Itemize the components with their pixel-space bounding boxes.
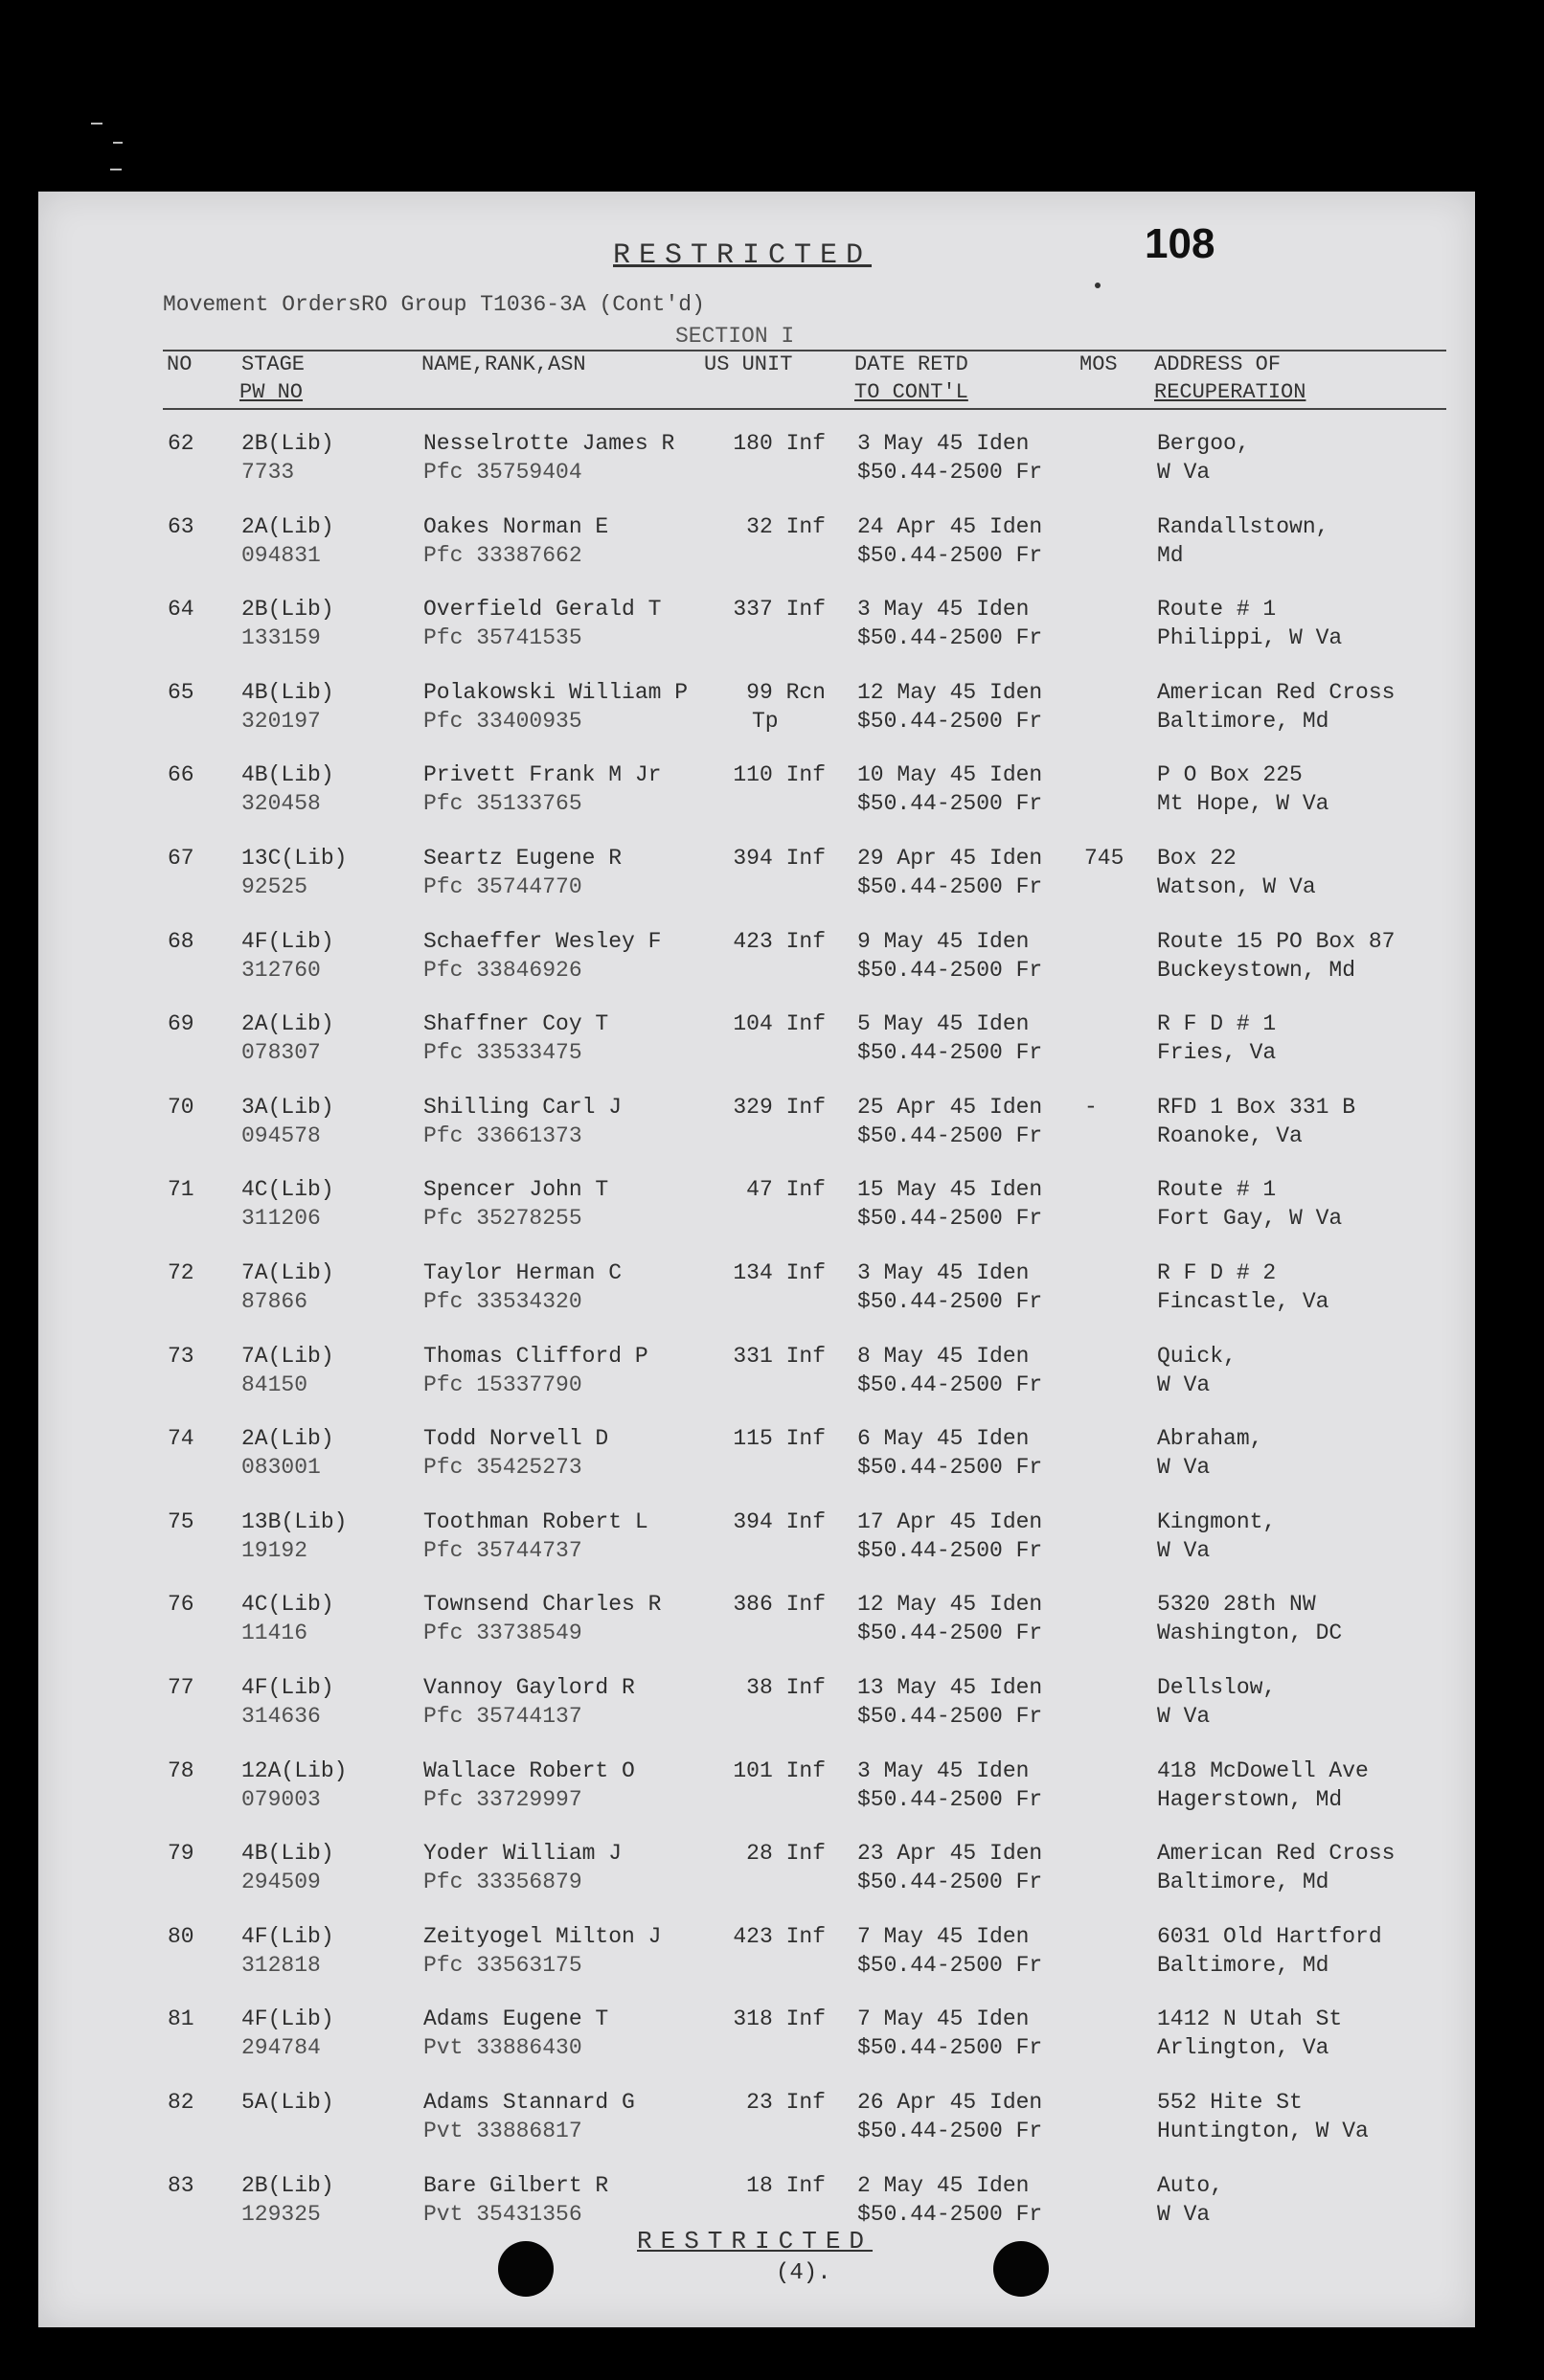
address-line-2: Roanoke, Va: [1157, 1122, 1303, 1148]
table-row: [38, 1093, 1475, 1175]
address-line-2: Watson, W Va: [1157, 874, 1316, 899]
soldier-name: Privett Frank M Jr: [423, 762, 662, 788]
column-head-name: NAME,RANK,ASN: [421, 352, 586, 376]
us-unit: 423 Inf: [733, 928, 826, 954]
stage-code: 7A(Lib): [241, 1260, 334, 1285]
pw-number: 079003: [241, 1786, 321, 1812]
rank-asn: Pfc 33661373: [423, 1122, 582, 1148]
pay-amount: $50.44-2500 Fr: [857, 1289, 1043, 1314]
stage-code: 12A(Lib): [241, 1757, 348, 1783]
us-unit: 318 Inf: [733, 2006, 826, 2032]
soldier-name: Adams Stannard G: [423, 2090, 635, 2115]
us-unit: 101 Inf: [733, 1757, 826, 1783]
address-line-2: W Va: [1157, 1704, 1211, 1729]
date-returned: 3 May 45 Iden: [857, 1260, 1030, 1285]
column-head-date-2: TO CONT'L: [854, 380, 968, 404]
address-line-2: Fort Gay, W Va: [1157, 1206, 1343, 1232]
address-line-1: 552 Hite St: [1157, 2090, 1303, 2115]
pay-amount: $50.44-2500 Fr: [857, 1040, 1043, 1066]
rank-asn: Pfc 33563175: [423, 1952, 582, 1978]
rank-asn: Pfc 35133765: [423, 791, 582, 817]
section-label: SECTION I: [675, 324, 795, 349]
table-row: [38, 1009, 1475, 1092]
us-unit-cont: Tp: [752, 708, 779, 734]
row-number: 78: [168, 1757, 194, 1783]
us-unit: 104 Inf: [733, 1011, 826, 1037]
address-line-2: Huntington, W Va: [1157, 2119, 1369, 2143]
stage-code: 4F(Lib): [241, 2006, 334, 2032]
address-line-1: Bergoo,: [1157, 431, 1250, 456]
pw-number: 312818: [241, 1952, 321, 1978]
pay-amount: $50.44-2500 Fr: [857, 1455, 1043, 1481]
row-number: 62: [168, 431, 194, 456]
address-line-1: Dellslow,: [1157, 1675, 1277, 1700]
address-line-2: W Va: [1157, 1455, 1211, 1481]
address-line-1: 1412 N Utah St: [1157, 2006, 1343, 2032]
address-line-2: Arlington, Va: [1157, 2035, 1329, 2061]
soldier-name: Wallace Robert O: [423, 1757, 635, 1783]
rank-asn: Pfc 33846926: [423, 957, 582, 983]
soldier-name: Shaffner Coy T: [423, 1011, 609, 1037]
row-number: 72: [168, 1260, 194, 1285]
pw-number: 320458: [241, 791, 321, 817]
pw-number: 294784: [241, 2035, 321, 2061]
rank-asn: Pfc 15337790: [423, 1371, 582, 1397]
us-unit: 32 Inf: [746, 513, 826, 539]
us-unit: 394 Inf: [733, 1508, 826, 1534]
soldier-name: Townsend Charles R: [423, 1592, 662, 1618]
soldier-name: Toothman Robert L: [423, 1508, 648, 1534]
row-number: 73: [168, 1343, 194, 1369]
stage-code: 4F(Lib): [241, 928, 334, 954]
soldier-name: Schaeffer Wesley F: [423, 928, 662, 954]
date-returned: 9 May 45 Iden: [857, 928, 1030, 954]
date-returned: 23 Apr 45 Iden: [857, 1841, 1043, 1867]
stage-code: 7A(Lib): [241, 1343, 334, 1369]
table-row: [38, 595, 1475, 677]
address-line-2: W Va: [1157, 1537, 1211, 1563]
date-returned: 6 May 45 Iden: [857, 1426, 1030, 1452]
pw-number: 11416: [241, 1621, 308, 1646]
address-line-1: Randallstown,: [1157, 513, 1329, 539]
pw-number: 87866: [241, 1289, 308, 1314]
stage-code: 3A(Lib): [241, 1094, 334, 1120]
stage-code: 4B(Lib): [241, 1841, 334, 1867]
us-unit: 28 Inf: [746, 1841, 826, 1867]
date-returned: 7 May 45 Iden: [857, 2006, 1030, 2032]
date-returned: 24 Apr 45 Iden: [857, 513, 1043, 539]
us-unit: 23 Inf: [746, 2090, 826, 2115]
rank-asn: Pvt 33886817: [423, 2119, 582, 2143]
address-line-2: Md: [1157, 542, 1184, 568]
us-unit: 18 Inf: [746, 2172, 826, 2198]
soldier-name: Nesselrotte James R: [423, 431, 675, 456]
address-line-2: Baltimore, Md: [1157, 1870, 1329, 1895]
pay-amount: $50.44-2500 Fr: [857, 791, 1043, 817]
stage-code: 2B(Lib): [241, 597, 334, 623]
pw-number: 083001: [241, 1455, 321, 1481]
date-returned: 13 May 45 Iden: [857, 1675, 1043, 1700]
date-returned: 3 May 45 Iden: [857, 1757, 1030, 1783]
address-line-2: Baltimore, Md: [1157, 1952, 1329, 1978]
pay-amount: $50.44-2500 Fr: [857, 1870, 1043, 1895]
table-row: [38, 1424, 1475, 1507]
row-number: 82: [168, 2090, 194, 2115]
row-number: 65: [168, 679, 194, 705]
address-line-2: Mt Hope, W Va: [1157, 791, 1329, 817]
address-line-1: 6031 Old Hartford: [1157, 1923, 1382, 1949]
pay-amount: $50.44-2500 Fr: [857, 874, 1043, 899]
address-line-1: American Red Cross: [1157, 679, 1396, 705]
rank-asn: Pfc 33533475: [423, 1040, 582, 1066]
us-unit: 386 Inf: [733, 1592, 826, 1618]
us-unit: 47 Inf: [746, 1177, 826, 1203]
date-returned: 3 May 45 Iden: [857, 431, 1030, 456]
address-line-2: Hagerstown, Md: [1157, 1786, 1343, 1812]
us-unit: 110 Inf: [733, 762, 826, 788]
us-unit: 38 Inf: [746, 1675, 826, 1700]
rank-asn: Pvt 33886430: [423, 2035, 582, 2061]
rank-asn: Pfc 35741535: [423, 625, 582, 651]
table-row: [38, 1757, 1475, 1839]
stage-code: 2B(Lib): [241, 2172, 334, 2198]
us-unit: 423 Inf: [733, 1923, 826, 1949]
pay-amount: $50.44-2500 Fr: [857, 542, 1043, 568]
soldier-name: Taylor Herman C: [423, 1260, 623, 1285]
restricted-header: RESTRICTED: [613, 239, 873, 272]
row-number: 71: [168, 1177, 194, 1203]
address-line-1: Kingmont,: [1157, 1508, 1277, 1534]
stage-code: 5A(Lib): [241, 2090, 334, 2115]
date-returned: 2 May 45 Iden: [857, 2172, 1030, 2198]
pay-amount: $50.44-2500 Fr: [857, 2119, 1043, 2143]
address-line-1: American Red Cross: [1157, 1841, 1396, 1867]
address-line-2: W Va: [1157, 2201, 1211, 2227]
address-line-1: Route # 1: [1157, 1177, 1277, 1203]
table-row: [38, 1922, 1475, 2005]
scan-mark: [91, 123, 102, 125]
row-number: 66: [168, 762, 194, 788]
address-line-1: P O Box 225: [1157, 762, 1303, 788]
stage-code: 2B(Lib): [241, 431, 334, 456]
pw-number: 320197: [241, 708, 321, 734]
column-head-unit: US UNIT: [704, 352, 793, 376]
address-line-1: RFD 1 Box 331 B: [1157, 1094, 1356, 1120]
scan-mark: [110, 169, 122, 170]
row-number: 81: [168, 2006, 194, 2032]
row-number: 80: [168, 1923, 194, 1949]
table-row: [38, 678, 1475, 760]
pay-amount: $50.44-2500 Fr: [857, 708, 1043, 734]
address-line-1: Quick,: [1157, 1343, 1237, 1369]
stage-code: 2A(Lib): [241, 1426, 334, 1452]
header-rule-top: [163, 350, 1446, 351]
pay-amount: $50.44-2500 Fr: [857, 460, 1043, 485]
stage-code: 4F(Lib): [241, 1675, 334, 1700]
stage-code: 2A(Lib): [241, 1011, 334, 1037]
date-returned: 17 Apr 45 Iden: [857, 1508, 1043, 1534]
stage-code: 13C(Lib): [241, 846, 348, 871]
rank-asn: Pfc 35744770: [423, 874, 582, 899]
date-returned: 25 Apr 45 Iden: [857, 1094, 1043, 1120]
us-unit: 394 Inf: [733, 846, 826, 871]
date-returned: 15 May 45 Iden: [857, 1177, 1043, 1203]
rank-asn: Pfc 35425273: [423, 1455, 582, 1481]
table-row: [38, 1673, 1475, 1756]
address-line-2: Philippi, W Va: [1157, 625, 1343, 651]
pay-amount: $50.44-2500 Fr: [857, 957, 1043, 983]
soldier-name: Vannoy Gaylord R: [423, 1675, 635, 1700]
table-row: [38, 1175, 1475, 1258]
table-row: [38, 1507, 1475, 1590]
mos-code: -: [1084, 1094, 1098, 1120]
column-head-pwno: PW NO: [239, 380, 304, 404]
column-head-address-2: RECUPERATION: [1154, 380, 1306, 404]
table-row: [38, 429, 1475, 511]
table-row: [38, 1342, 1475, 1424]
pw-number: 7733: [241, 460, 295, 485]
us-unit: 99 Rcn: [746, 679, 826, 705]
date-returned: 8 May 45 Iden: [857, 1343, 1030, 1369]
pay-amount: $50.44-2500 Fr: [857, 625, 1043, 651]
punch-hole-left: [498, 2241, 554, 2297]
row-number: 74: [168, 1426, 194, 1452]
table-row: [38, 844, 1475, 926]
date-returned: 5 May 45 Iden: [857, 1011, 1030, 1037]
address-line-1: Route 15 PO Box 87: [1157, 928, 1396, 954]
rank-asn: Pfc 35278255: [423, 1206, 582, 1232]
table-row: [38, 2005, 1475, 2087]
soldier-name: Adams Eugene T: [423, 2006, 609, 2032]
pay-amount: $50.44-2500 Fr: [857, 1621, 1043, 1646]
address-line-2: W Va: [1157, 460, 1211, 485]
soldier-name: Yoder William J: [423, 1841, 623, 1867]
column-head-no: NO: [167, 352, 193, 376]
address-line-1: Box 22: [1157, 846, 1237, 871]
date-returned: 26 Apr 45 Iden: [857, 2090, 1043, 2115]
pay-amount: $50.44-2500 Fr: [857, 1122, 1043, 1148]
address-line-1: Auto,: [1157, 2172, 1224, 2198]
pay-amount: $50.44-2500 Fr: [857, 1786, 1043, 1812]
page-number: 108: [1145, 220, 1215, 267]
pay-amount: $50.44-2500 Fr: [857, 1206, 1043, 1232]
us-unit: 180 Inf: [733, 431, 826, 456]
soldier-name: Shilling Carl J: [423, 1094, 623, 1120]
row-number: 83: [168, 2172, 194, 2198]
us-unit: 134 Inf: [733, 1260, 826, 1285]
table-row: [38, 512, 1475, 595]
pw-number: 92525: [241, 874, 308, 899]
row-number: 63: [168, 513, 194, 539]
soldier-name: Spencer John T: [423, 1177, 609, 1203]
stage-code: 4C(Lib): [241, 1592, 334, 1618]
address-line-2: Washington, DC: [1157, 1621, 1343, 1646]
soldier-name: Thomas Clifford P: [423, 1343, 648, 1369]
date-returned: 3 May 45 Iden: [857, 597, 1030, 623]
stage-code: 13B(Lib): [241, 1508, 348, 1534]
column-head-stage: STAGE: [241, 352, 306, 376]
row-number: 69: [168, 1011, 194, 1037]
soldier-name: Bare Gilbert R: [423, 2172, 609, 2198]
us-unit: 337 Inf: [733, 597, 826, 623]
table-row: [38, 760, 1475, 843]
row-number: 67: [168, 846, 194, 871]
address-line-2: Baltimore, Md: [1157, 708, 1329, 734]
row-number: 64: [168, 597, 194, 623]
address-line-1: Route # 1: [1157, 597, 1277, 623]
pw-number: 094578: [241, 1122, 321, 1148]
column-head-address: ADDRESS OF: [1154, 352, 1282, 376]
address-line-1: R F D # 1: [1157, 1011, 1277, 1037]
rank-asn: Pfc 33534320: [423, 1289, 582, 1314]
address-line-2: W Va: [1157, 1371, 1211, 1397]
rank-asn: Pfc 33387662: [423, 542, 582, 568]
ink-dot: [1095, 283, 1101, 288]
address-line-2: Buckeystown, Md: [1157, 957, 1356, 983]
table-row: [38, 1590, 1475, 1672]
rank-asn: Pfc 35744137: [423, 1704, 582, 1729]
row-number: 76: [168, 1592, 194, 1618]
pw-number: 294509: [241, 1870, 321, 1895]
pw-number: 312760: [241, 957, 321, 983]
us-unit: 331 Inf: [733, 1343, 826, 1369]
row-number: 79: [168, 1841, 194, 1867]
row-number: 68: [168, 928, 194, 954]
soldier-name: Todd Norvell D: [423, 1426, 609, 1452]
row-number: 77: [168, 1675, 194, 1700]
scan-mark: [113, 142, 123, 144]
date-returned: 12 May 45 Iden: [857, 1592, 1043, 1618]
row-number: 70: [168, 1094, 194, 1120]
stage-code: 4F(Lib): [241, 1923, 334, 1949]
pay-amount: $50.44-2500 Fr: [857, 2035, 1043, 2061]
pw-number: 84150: [241, 1371, 308, 1397]
pay-amount: $50.44-2500 Fr: [857, 1371, 1043, 1397]
footer-page-number: (4).: [776, 2260, 831, 2286]
address-line-2: Fincastle, Va: [1157, 1289, 1329, 1314]
date-returned: 7 May 45 Iden: [857, 1923, 1030, 1949]
address-line-1: 5320 28th NW: [1157, 1592, 1316, 1618]
soldier-name: Polakowski William P: [423, 679, 689, 705]
date-returned: 10 May 45 Iden: [857, 762, 1043, 788]
table-row: [38, 927, 1475, 1009]
soldier-name: Oakes Norman E: [423, 513, 609, 539]
header-rule-bottom: [163, 408, 1446, 410]
pay-amount: $50.44-2500 Fr: [857, 2201, 1043, 2227]
pay-amount: $50.44-2500 Fr: [857, 1952, 1043, 1978]
pw-number: 078307: [241, 1040, 321, 1066]
rank-asn: Pfc 35759404: [423, 460, 582, 485]
pay-amount: $50.44-2500 Fr: [857, 1704, 1043, 1729]
rank-asn: Pvt 35431356: [423, 2201, 582, 2227]
column-head-date: DATE RETD: [854, 352, 968, 376]
address-line-1: R F D # 2: [1157, 1260, 1277, 1285]
date-returned: 12 May 45 Iden: [857, 679, 1043, 705]
us-unit: 115 Inf: [733, 1426, 826, 1452]
restricted-footer: RESTRICTED: [637, 2227, 874, 2255]
address-line-2: Fries, Va: [1157, 1040, 1277, 1066]
soldier-name: Zeityogel Milton J: [423, 1923, 662, 1949]
pw-number: 314636: [241, 1704, 321, 1729]
rank-asn: Pfc 35744737: [423, 1537, 582, 1563]
rank-asn: Pfc 33400935: [423, 708, 582, 734]
pw-number: 133159: [241, 625, 321, 651]
pw-number: 129325: [241, 2201, 321, 2227]
rank-asn: Pfc 33729997: [423, 1786, 582, 1812]
rank-asn: Pfc 33738549: [423, 1621, 582, 1646]
us-unit: 329 Inf: [733, 1094, 826, 1120]
address-line-1: Abraham,: [1157, 1426, 1263, 1452]
rank-asn: Pfc 33356879: [423, 1870, 582, 1895]
table-row: [38, 1258, 1475, 1341]
pw-number: 094831: [241, 542, 321, 568]
pw-number: 311206: [241, 1206, 321, 1232]
stage-code: 4B(Lib): [241, 762, 334, 788]
address-line-1: 418 McDowell Ave: [1157, 1757, 1369, 1783]
mos-code: 745: [1084, 846, 1124, 871]
stage-code: 4C(Lib): [241, 1177, 334, 1203]
stage-code: 4B(Lib): [241, 679, 334, 705]
column-head-mos: MOS: [1079, 352, 1118, 376]
soldier-name: Overfield Gerald T: [423, 597, 662, 623]
pw-number: 19192: [241, 1537, 308, 1563]
table-row: [38, 2088, 1475, 2170]
date-returned: 29 Apr 45 Iden: [857, 846, 1043, 871]
pay-amount: $50.44-2500 Fr: [857, 1537, 1043, 1563]
soldier-name: Seartz Eugene R: [423, 846, 623, 871]
stage-code: 2A(Lib): [241, 513, 334, 539]
punch-hole-right: [993, 2241, 1049, 2297]
table-row: [38, 1839, 1475, 1921]
document-page: [38, 192, 1475, 2327]
row-number: 75: [168, 1508, 194, 1534]
movement-orders-subtitle: Movement OrdersRO Group T1036-3A (Cont'd): [163, 292, 705, 317]
